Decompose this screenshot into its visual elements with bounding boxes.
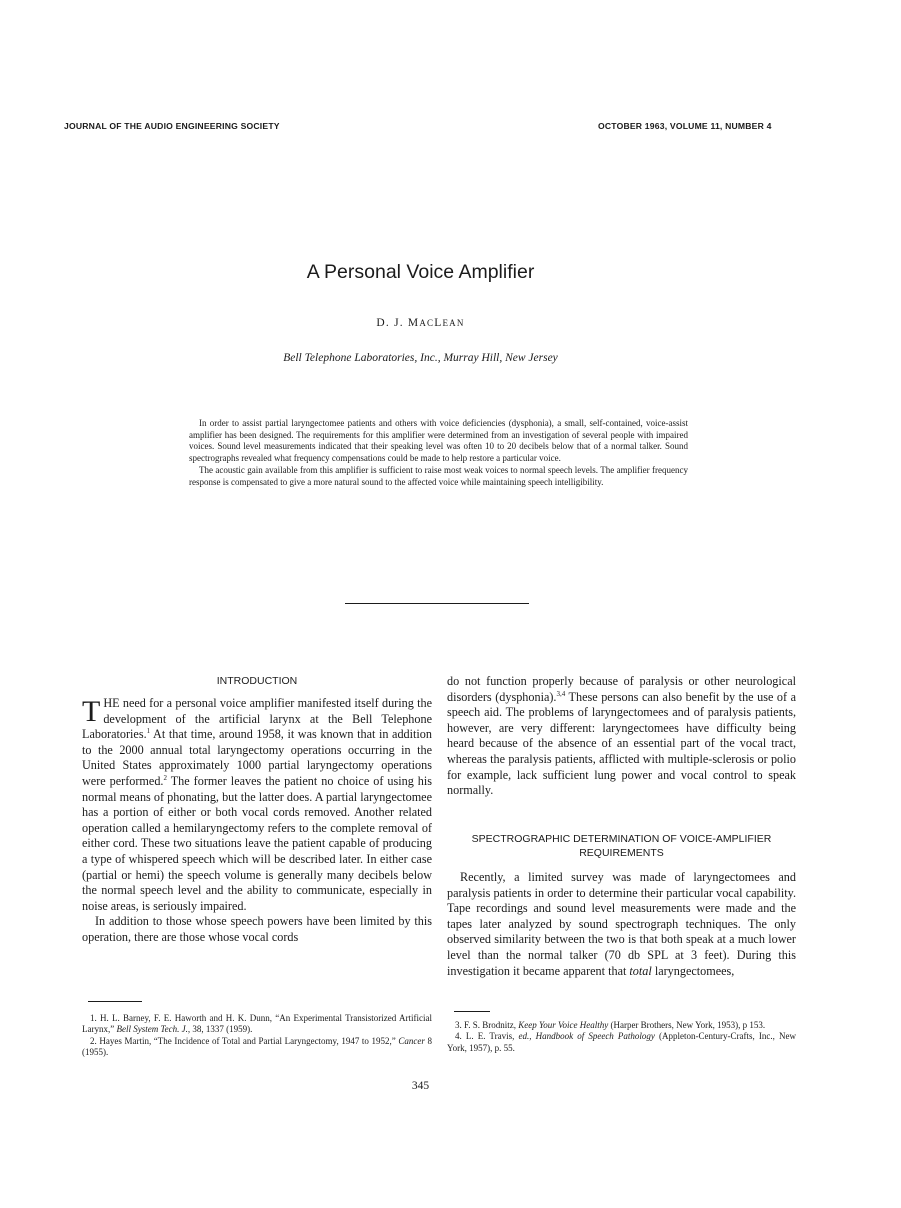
running-header-issue: OCTOBER 1963, VOLUME 11, NUMBER 4 [598,121,772,131]
spectro-text-emphasis: total [629,963,652,978]
article-author [0,317,841,329]
right-text-tail: These persons can also benefit by the use of a speech aid. The problems of laryngectomees and of paralysis patients, however, are very different: laryngectomees have difficulty being heard because of the absence of an essential part of the vocal tract, whereas the paralysis patients, afflicted with multiple-sclerosis or polio for example, lack sufficient lung power and vocal control to speak normally. [447,689,796,798]
footnote-3-text: 3. F. S. Brodnitz, [455,1020,519,1030]
abstract-paragraph-2: The acoustic gain available from this amplifier is sufficient to raise most weak voices to normal speech levels. The amplifier frequency response is compensated to give a more natural sound to the affected voice while maintaining speech intelligibility. [189,464,688,487]
footnote-1-journal: Bell System Tech. J., [116,1024,191,1035]
author-smallcaps-1: AC [419,318,435,328]
author-smallcaps-2: EAN [442,318,465,328]
section-heading-introduction: INTRODUCTION [216,675,298,687]
right-text-lead: do not function properly because of paralysis or other neurological disorders (dysphonia). [447,674,796,704]
footnote-2-journal: Cancer [398,1035,425,1046]
intro-text-tail: The former leaves the patient no choice of using his normal means of phonating, but the latter does. A partial laryngectomee has a portion of either or both vocal cords removed. Another related operation called a hemilaryngectomy refers to the complete removal of either cord. These two situations leave the patient capable of producing a type of whispered speech which will be described later. In either case (partial or hemi) the speech volume is generally many decibels below the normal speech level and the ability to communicate, especially in noise areas, is seriously impaired. [82,773,432,913]
abstract [189,418,688,488]
intro-paragraph-1 [82,696,432,914]
page-number: 345 [411,1080,430,1092]
article-title: A Personal Voice Amplifier [306,261,535,283]
footnote-1 [82,1013,432,1036]
abstract-paragraph-1: In order to assist partial laryngectomee patients and others with voice deficiencies (dysphonia), a small, self-contained, voice-assist amplifier has been designed. The requirements for this amplifier were determined from an investigation of several people with impaired voices. Sound level measurements indicated that their speaking level was often 10 to 20 decibels below that of a normal talker. Sound spectrographs revealed what frequency compensations could be made to help restore a particular voice. [189,418,688,464]
author-initials: D. J. M [376,317,420,329]
running-header-journal: JOURNAL OF THE AUDIO ENGINEERING SOCIETY [64,121,280,131]
footnote-4-title: ed., Handbook of Speech Pathology [518,1031,655,1042]
footnote-divider-left [88,1001,142,1002]
footnote-ref-3-4: 3,4 [556,689,566,698]
intro-paragraph-2: In addition to those whose speech powers have been limited by this operation, there are those whose vocal cords [82,914,432,944]
left-column-body [82,696,432,946]
right-column-body [447,674,796,799]
footnote-1-ref: 38, 1337 (1959). [190,1024,253,1035]
footnote-3-ref: (Harper Brothers, New York, 1953), p 153. [608,1020,766,1030]
author-affiliation: Bell Telephone Laboratories, Inc., Murray Hill, New Jersey [283,352,558,364]
right-paragraph-1 [447,674,796,799]
footnote-4-text: 4. L. E. Travis, [455,1031,519,1042]
footnote-ref-1: 1 [146,727,151,736]
footnote-4-ref: (Appleton-Century-Crafts, Inc., New York, 1957), p. 55. [447,1031,797,1053]
footnote-1-text: 1. H. L. Barney, F. E. Haworth and H. K. Dunn, “An Experimental Transistorized Artificial Larynx,” [82,1013,432,1035]
footnote-3-title: Keep Your Voice Healthy [518,1020,609,1030]
intro-text-lead: HE need for a personal voice amplifier manifested itself during the development of the artificial larynx at the Bell Telephone Laboratories. [82,696,432,742]
footnotes-right [447,1020,796,1054]
spectro-text-lead: Recently, a limited survey was made of laryngectomees and paralysis patients in order to determine their particular vocal capability. Tape recordings and sound level measurements were made and the tapes later analyzed by sound spectrograph techniques. The only observed similarity between the two is that both speak at a much lower level than the normal talker (70 db SPL at 3 feet). During this investigation it became apparent that [447,870,796,978]
right-column-body-2 [447,870,796,979]
drop-cap: T [82,695,101,728]
footnote-4 [447,1031,796,1054]
section-heading-spectrographic: SPECTROGRAPHIC DETERMINATION OF VOICE-AMPLIFIER REQUIREMENTS [471,833,772,859]
intro-text-mid: At that time, around 1958, it was known that in addition to the 2000 annual total laryngectomy operations occurring in the United States approximately 1000 partial laryngectomy operations were performed. [82,727,432,788]
spectro-text-tail: laryngectomees, [651,963,735,978]
footnote-2-ref: 8 (1955). [82,1035,432,1058]
author-mid: L [434,317,443,329]
abstract-divider [345,603,529,604]
footnote-2-text: 2. Hayes Martin, “The Incidence of Total and Partial Laryngectomy, 1947 to 1952,” [90,1035,399,1046]
spectrographic-paragraph-1 [447,870,796,979]
footnotes-left [82,1013,432,1059]
footnote-3 [447,1020,796,1031]
footnote-divider-right [454,1011,490,1012]
footnote-2 [82,1036,432,1059]
footnote-ref-2: 2 [163,773,167,782]
